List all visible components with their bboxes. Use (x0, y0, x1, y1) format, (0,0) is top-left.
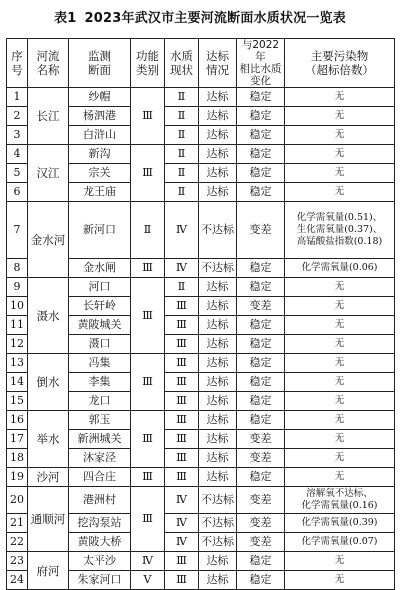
monitoring-section: 金水闸 (69, 259, 131, 278)
row-seq: 9 (7, 278, 28, 297)
table-body (7, 88, 395, 590)
main-pollutants (285, 487, 395, 514)
main-pollutants (285, 533, 395, 552)
monitoring-section: 沐家泾 (69, 449, 131, 468)
pollutant-line: 化学需氧量(0.39) (301, 517, 378, 528)
row-seq: 19 (7, 468, 28, 487)
monitoring-section: 宗关 (69, 164, 131, 183)
water-quality: Ⅲ (165, 449, 199, 468)
compliance-status: 达标 (199, 107, 237, 126)
row-seq: 24 (7, 571, 28, 590)
main-pollutants (285, 430, 395, 449)
quality-change: 稳定 (237, 183, 285, 202)
compliance-status: 达标 (199, 297, 237, 316)
monitoring-section: 朱家河口 (69, 571, 131, 590)
compliance-status: 达标 (199, 126, 237, 145)
compliance-status: 达标 (199, 145, 237, 164)
header-function-class: 功能 类别 (131, 39, 165, 88)
water-quality: Ⅲ (165, 430, 199, 449)
row-seq: 14 (7, 373, 28, 392)
water-quality: Ⅱ (165, 88, 199, 107)
river-name: 长江 (28, 88, 69, 145)
row-seq: 6 (7, 183, 28, 202)
pollutant-line: 无 (334, 376, 345, 387)
monitoring-section: 河口 (69, 278, 131, 297)
row-seq: 18 (7, 449, 28, 468)
quality-change: 稳定 (237, 373, 285, 392)
function-class: Ⅲ (131, 259, 165, 278)
header-row (7, 39, 395, 88)
pollutant-line: 高锰酸盐指数(0.18) (296, 236, 383, 247)
table-number: 表1 (54, 11, 77, 26)
compliance-status: 达标 (199, 430, 237, 449)
pollutant-line: 无 (334, 300, 345, 311)
monitoring-section: 杨泗港 (69, 107, 131, 126)
table-row (7, 411, 395, 430)
function-class: Ⅲ (131, 354, 165, 411)
main-pollutants (285, 373, 395, 392)
row-seq: 20 (7, 487, 28, 514)
main-pollutants (285, 354, 395, 373)
table-row (7, 468, 395, 487)
row-seq: 16 (7, 411, 28, 430)
row-seq: 5 (7, 164, 28, 183)
row-seq: 2 (7, 107, 28, 126)
header-pollutants: 主要污染物 （超标倍数） (285, 39, 395, 88)
main-pollutants (285, 552, 395, 571)
pollutant-line: 无 (334, 452, 345, 463)
water-quality: Ⅲ (165, 335, 199, 354)
main-pollutants (285, 449, 395, 468)
pollutant-line: 无 (334, 129, 345, 140)
river-name: 金水河 (28, 202, 69, 278)
pollutant-line: 无 (334, 319, 345, 330)
monitoring-section: 黄陂城关 (69, 316, 131, 335)
pollutant-line: 无 (334, 555, 345, 566)
monitoring-section: 港洲村 (69, 487, 131, 514)
pollutant-line: 无 (334, 167, 345, 178)
table-title (0, 0, 400, 38)
monitoring-section: 新河口 (69, 202, 131, 259)
compliance-status: 达标 (199, 354, 237, 373)
function-class: Ⅲ (131, 411, 165, 468)
main-pollutants (285, 297, 395, 316)
main-pollutants (285, 107, 395, 126)
monitoring-section: 李集 (69, 373, 131, 392)
main-pollutants (285, 411, 395, 430)
quality-change: 变差 (237, 297, 285, 316)
water-quality: Ⅲ (165, 354, 199, 373)
water-quality: Ⅲ (165, 297, 199, 316)
table-row (7, 354, 395, 373)
monitoring-section: 四合庄 (69, 468, 131, 487)
quality-change: 稳定 (237, 145, 285, 164)
pollutant-line: 无 (334, 433, 345, 444)
table-row (7, 487, 395, 514)
river-name: 滠水 (28, 278, 69, 354)
header-change: 与2022年 相比水质 变化 (237, 39, 285, 88)
water-quality: Ⅱ (165, 107, 199, 126)
main-pollutants (285, 202, 395, 259)
monitoring-section: 白浒山 (69, 126, 131, 145)
compliance-status: 不达标 (199, 514, 237, 533)
compliance-status: 达标 (199, 316, 237, 335)
compliance-status: 不达标 (199, 487, 237, 514)
row-seq: 8 (7, 259, 28, 278)
compliance-status: 达标 (199, 552, 237, 571)
main-pollutants (285, 259, 395, 278)
row-seq: 12 (7, 335, 28, 354)
monitoring-section: 新洲城关 (69, 430, 131, 449)
river-name: 通顺河 (28, 487, 69, 552)
water-quality: Ⅲ (165, 552, 199, 571)
quality-change: 稳定 (237, 316, 285, 335)
compliance-status: 达标 (199, 183, 237, 202)
main-pollutants (285, 468, 395, 487)
main-pollutants (285, 126, 395, 145)
header-section: 监测 断面 (69, 39, 131, 88)
water-quality-table (6, 38, 395, 590)
pollutant-line: 无 (334, 281, 345, 292)
river-name: 倒水 (28, 354, 69, 411)
pollutant-line: 化学需氧量(0.51)、 (296, 212, 383, 223)
header-seq: 序 号 (7, 39, 28, 88)
water-quality: Ⅲ (165, 468, 199, 487)
table-row (7, 202, 395, 259)
compliance-status: 达标 (199, 335, 237, 354)
row-seq: 7 (7, 202, 28, 259)
pollutant-line: 无 (334, 414, 345, 425)
pollutant-line: 无 (334, 357, 345, 368)
quality-change: 稳定 (237, 468, 285, 487)
water-quality: Ⅳ (165, 514, 199, 533)
quality-change: 稳定 (237, 571, 285, 590)
function-class: Ⅲ (131, 88, 165, 145)
compliance-status: 达标 (199, 278, 237, 297)
pollutant-line: 无 (334, 148, 345, 159)
water-quality: Ⅱ (165, 183, 199, 202)
pollutant-line: 无 (334, 395, 345, 406)
table-row (7, 278, 395, 297)
water-quality: Ⅲ (165, 316, 199, 335)
row-seq: 10 (7, 297, 28, 316)
table-row (7, 145, 395, 164)
quality-change: 稳定 (237, 259, 285, 278)
header-river: 河流 名称 (28, 39, 69, 88)
row-seq: 11 (7, 316, 28, 335)
water-quality: Ⅲ (165, 411, 199, 430)
row-seq: 3 (7, 126, 28, 145)
monitoring-section: 黄陂大桥 (69, 533, 131, 552)
compliance-status: 不达标 (199, 202, 237, 259)
pollutant-line: 无 (334, 338, 345, 349)
quality-change: 变差 (237, 514, 285, 533)
pollutant-line: 无 (334, 471, 345, 482)
table-title-text: 2023年武汉市主要河流断面水质状况一览表 (84, 11, 346, 26)
pollutant-line: 无 (334, 91, 345, 102)
function-class: Ⅲ (131, 278, 165, 354)
row-seq: 4 (7, 145, 28, 164)
main-pollutants (285, 164, 395, 183)
main-pollutants (285, 88, 395, 107)
function-class: Ⅳ (131, 552, 165, 571)
quality-change: 稳定 (237, 335, 285, 354)
pollutant-line: 无 (334, 574, 345, 585)
row-seq: 15 (7, 392, 28, 411)
monitoring-section: 冯集 (69, 354, 131, 373)
monitoring-section: 郭玉 (69, 411, 131, 430)
compliance-status: 达标 (199, 164, 237, 183)
quality-change: 稳定 (237, 552, 285, 571)
monitoring-section: 滠口 (69, 335, 131, 354)
pollutant-line: 化学需氧量(0.06) (301, 262, 378, 273)
compliance-status: 达标 (199, 88, 237, 107)
function-class: Ⅱ (131, 202, 165, 259)
main-pollutants (285, 571, 395, 590)
quality-change: 稳定 (237, 164, 285, 183)
quality-change: 稳定 (237, 278, 285, 297)
row-seq: 23 (7, 552, 28, 571)
function-class: Ⅲ (131, 468, 165, 487)
monitoring-section: 长轩岭 (69, 297, 131, 316)
function-class: Ⅴ (131, 571, 165, 590)
main-pollutants (285, 316, 395, 335)
compliance-status: 达标 (199, 449, 237, 468)
compliance-status: 达标 (199, 411, 237, 430)
pollutant-line: 无 (334, 110, 345, 121)
water-quality: Ⅱ (165, 126, 199, 145)
function-class: Ⅲ (131, 145, 165, 202)
compliance-status: 达标 (199, 468, 237, 487)
main-pollutants (285, 335, 395, 354)
quality-change: 变差 (237, 487, 285, 514)
quality-change: 稳定 (237, 354, 285, 373)
water-quality: Ⅱ (165, 278, 199, 297)
pollutant-line: 溶解氧不达标、 (306, 488, 373, 499)
main-pollutants (285, 392, 395, 411)
quality-change: 稳定 (237, 126, 285, 145)
pollutant-line: 化学需氧量(0.16) (301, 500, 378, 511)
pollutant-line: 无 (334, 186, 345, 197)
monitoring-section: 新沟 (69, 145, 131, 164)
table-row (7, 88, 395, 107)
monitoring-section: 纱帽 (69, 88, 131, 107)
water-quality: Ⅲ (165, 373, 199, 392)
pollutant-line: 生化需氧量(0.37)、 (296, 224, 383, 235)
quality-change: 变差 (237, 202, 285, 259)
water-quality: Ⅳ (165, 487, 199, 514)
water-quality: Ⅳ (165, 202, 199, 259)
quality-change: 变差 (237, 430, 285, 449)
compliance-status: 达标 (199, 373, 237, 392)
row-seq: 21 (7, 514, 28, 533)
row-seq: 13 (7, 354, 28, 373)
main-pollutants (285, 514, 395, 533)
main-pollutants (285, 183, 395, 202)
compliance-status: 不达标 (199, 533, 237, 552)
monitoring-section: 龙王庙 (69, 183, 131, 202)
river-name: 举水 (28, 411, 69, 468)
water-quality: Ⅲ (165, 571, 199, 590)
main-pollutants (285, 278, 395, 297)
row-seq: 22 (7, 533, 28, 552)
monitoring-section: 龙口 (69, 392, 131, 411)
compliance-status: 不达标 (199, 259, 237, 278)
monitoring-section: 太平沙 (69, 552, 131, 571)
main-pollutants (285, 145, 395, 164)
river-name: 沙河 (28, 468, 69, 487)
row-seq: 1 (7, 88, 28, 107)
function-class: Ⅲ (131, 487, 165, 552)
compliance-status: 达标 (199, 392, 237, 411)
river-name: 府河 (28, 552, 69, 590)
header-water-quality: 水质 现状 (165, 39, 199, 88)
water-quality: Ⅱ (165, 145, 199, 164)
row-seq: 17 (7, 430, 28, 449)
water-quality: Ⅳ (165, 533, 199, 552)
water-quality: Ⅱ (165, 164, 199, 183)
quality-change: 变差 (237, 533, 285, 552)
quality-change: 稳定 (237, 392, 285, 411)
river-name: 汉江 (28, 145, 69, 202)
quality-change: 稳定 (237, 88, 285, 107)
quality-change: 变差 (237, 449, 285, 468)
monitoring-section: 挖沟泵站 (69, 514, 131, 533)
water-quality: Ⅲ (165, 392, 199, 411)
pollutant-line: 化学需氧量(0.07) (301, 536, 378, 547)
table-row (7, 552, 395, 571)
quality-change: 稳定 (237, 411, 285, 430)
header-compliance: 达标 情况 (199, 39, 237, 88)
water-quality: Ⅳ (165, 259, 199, 278)
compliance-status: 达标 (199, 571, 237, 590)
quality-change: 稳定 (237, 107, 285, 126)
